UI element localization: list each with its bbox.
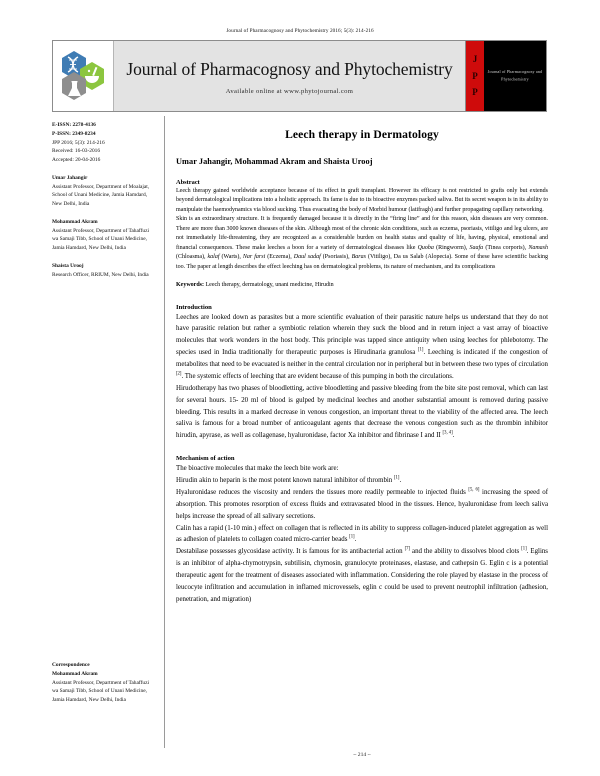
logo-hexagons <box>60 50 106 102</box>
mechanism-paragraph-2 <box>176 475 548 487</box>
abstract-term-gloss-6: (Vitiligo), Da us Salab (Alopecia). <box>365 254 455 261</box>
abstract-term-italic-5: Daul sadaf <box>293 254 321 261</box>
abstract-term-gloss-0: (Ringworm), <box>433 244 470 251</box>
page-title: Leech therapy in Dermatology <box>285 128 439 141</box>
abstract-term-gloss-2: (Chloasma), <box>176 254 208 261</box>
keywords-line <box>176 281 548 290</box>
running-head: Journal of Pharmacognosy and Phytochemistry 2016; 5(3): 214-216 <box>226 28 374 34</box>
intro-p1-b: . Leeching is indicated if the congestion of metabolites that need to be evacuated is neither in the central circulation nor in peripheral but in between these two types of circulation <box>176 349 548 369</box>
abstract-p2-part-b: Some of these have scientific backing too. The paper at length describes the effect leeching has on dermatological problems, its nature of mechanism, and its complications <box>176 254 549 270</box>
mech-p5-b: and the ability to dissolves blood clots <box>410 548 522 556</box>
mechanism-paragraph-3 <box>176 487 548 523</box>
keywords-value: Leech therapy, dermatology, unani medicine, Hirudin <box>204 282 334 289</box>
article-body <box>176 128 548 606</box>
author-1-name: Umar Jahangir <box>52 174 88 181</box>
correspondence-affiliation: Assistant Professor, Department of Tahaffuzi wa Samaji Tibb, School of Unani Medicine, Jamia Hamdard, New Delhi, India <box>52 679 149 703</box>
jpp-citation: JPP 2016; 5(3): 214-216 <box>52 139 105 146</box>
journal-masthead <box>52 40 547 112</box>
sidebar <box>52 121 156 288</box>
sidebar-author-1 <box>52 174 156 209</box>
author-3-affiliation: Research Officer, RRIUM, New Delhi, India <box>52 271 149 278</box>
abstract-paragraph-1: Leech therapy gained worldwide acceptance because of its effect in graft transplant. However its efficacy is not restricted to grafts only but extends beyond dermatological implications into a holistic approach. Its fame is due to its bioactive enzymes packed saliva. But its secret weapon is in its ability to manipulate the haemodynamics via blood sucking. Thus evacuating the body of Morbid humour (latifragh) and further propagating capillary networking. <box>176 188 548 213</box>
abstract-term-italic-1: Saafa <box>469 244 484 251</box>
abstract-term-gloss-1: (Tinea corporis), <box>483 244 529 251</box>
abstract-term-italic-4: Nar farsi <box>242 254 266 261</box>
introduction-section <box>176 304 548 443</box>
sidebar-author-3 <box>52 262 156 280</box>
intro-p2-a: Hirudotherapy has two phases of bloodletting, active bloodletting and passive bleeding from the bite site post removal, which can last for several hours. 15- 20 ml of blood is gulped by medicinal leeches and another substantial amount is removed during passive bleeding. This results in a marked decrease in venous congestion, an important threat to the viability of the affected area. The leech saliva is famous for a broad number of anticoagulant agents that decrease the venous congestion such as the thrombin inhibitor hirudin, apyrase, as well as collagenase, hyaluronidase, factor Xa inhibitor and fibrinase I and II <box>176 384 548 440</box>
mechanism-paragraph-4 <box>176 523 548 547</box>
mechanism-section <box>176 455 548 606</box>
mech-ref-5: [1] <box>521 546 527 552</box>
mech-p3-a: Hyaluronidase reduces the viscosity and renders the tissues more readily permeable to injected fluids <box>176 488 469 496</box>
initial-j: J <box>472 53 478 64</box>
mech-p2-a: Hirudin akin to heparin is the most potent known natural inhibitor of thrombin <box>176 477 394 485</box>
page-number: ~ 214 ~ <box>353 752 371 758</box>
abstract-term-gloss-3: (Warts), <box>219 254 243 261</box>
correspondence-label: Correspondence <box>52 662 90 668</box>
sidebar-identifiers <box>52 121 156 165</box>
intro-ref-3: [3, 4] <box>442 430 453 436</box>
correspondence-name: Mohammad Akram <box>52 670 98 677</box>
intro-p2-b: . <box>452 432 455 440</box>
introduction-paragraph-1 <box>176 312 548 383</box>
column-divider <box>164 116 165 748</box>
journal-url: Available online at www.phytojournal.com <box>225 88 354 95</box>
abstract-term-gloss-4: (Eczema), <box>265 254 294 261</box>
mech-ref-2: [5, 6] <box>468 487 480 493</box>
abstract-term-italic-2: Namash <box>528 244 548 251</box>
abstract-p2-part-a: Skin is an extraordinary structure. It is frequently damaged because it is directly in the “firing line” and for this reason, skin diseases are very common. There are more than 3000 known diseases of the skin. Although most of the chronic skin conditions, such as eczema, psoriasis, vitiligo and leg ulcers, are not immediately life-threatening, they are recognized as a considerable burden on health status and quality of life, having, physical, emotional and financial consequences. These make leeches a boon for a variety of dermatological diseases like <box>176 216 548 251</box>
mech-p5-a: Destabilase possesses glycosidase activity. It is famous for its antibacterial action <box>176 548 405 556</box>
journal-logo <box>53 41 114 111</box>
accepted-date: Accepted: 20-04-2016 <box>52 157 101 163</box>
author-2-affiliation: Assistant Professor, Department of Tahaffuzi wa Samaji Tibb, School of Unani Medicine, Jamia Hamdard, New Delhi, India <box>52 227 149 251</box>
intro-ref-2: [2] <box>176 371 182 377</box>
initial-p1: P <box>472 70 478 81</box>
author-2-name: Mohammad Akram <box>52 218 98 225</box>
article-authors: Umar Jahangir, Mohammad Akram and Shaista Urooj <box>176 157 373 166</box>
e-issn: E-ISSN: 2278-4136 <box>52 122 96 128</box>
introduction-heading: Introduction <box>176 303 212 311</box>
abstract-term-italic-3: kalaf <box>207 254 220 261</box>
mech-p3-b: increasing the speed of absorption. This promotes resorption of excess fluids and extravasated blood in the tissues. Hence, hyaluronidase from leech saliva helps increase the spread of all salivary secretions. <box>176 488 548 520</box>
intro-ref-1: [1] <box>418 347 424 353</box>
mech-ref-1: [1] <box>393 475 400 481</box>
mech-p4-b: . <box>354 536 357 544</box>
journal-initials-strip <box>465 41 484 111</box>
sidebar-author-2 <box>52 218 156 253</box>
author-1-affiliation: Assistant Professor, Department of Moalajat, School of Unani Medicine, Jamia Hamdard, New Delhi, India <box>52 183 150 207</box>
abstract-paragraph-2 <box>176 215 548 272</box>
abstract-term-italic-6: Baras <box>351 254 366 261</box>
mechanism-paragraph-1: The bioactive molecules that make the leech bite work are: <box>176 465 339 473</box>
mech-ref-3: [1] <box>349 535 355 541</box>
keywords-label: Keywords: <box>176 282 204 289</box>
abstract-heading: Abstract <box>176 179 200 186</box>
journal-title: Journal of Pharmacognosy and Phytochemistry <box>126 59 453 79</box>
received-date: Received: 16-03-2016 <box>52 148 101 155</box>
mech-p2-b: . <box>399 477 402 485</box>
correspondence-block <box>52 661 156 705</box>
mech-ref-4: [7] <box>404 546 411 552</box>
mechanism-heading: Mechanism of action <box>176 455 235 463</box>
p-issn: P-ISSN: 2349-8234 <box>52 130 96 137</box>
mechanism-paragraph-5 <box>176 546 548 605</box>
mech-p5-c: . Eglins is an inhibitor of alpha-chymotrypsin, subtilisin, chymosin, granulocyte proteinases, elastase, and cathepsin G. Eglin c is a potential therapeutic agent for the treatment of diseases associated with inflammation. Considering the role played by elastase in the process of leucocyte infiltration and accumulation in inflamed microvessels, eglin c could be used to prevent neutrophil infiltration (adhesion, penetration, and migration) <box>176 548 548 603</box>
intro-p1-a: Leeches are looked down as parasites but a more scientific evaluation of their parasitic nature helps us understand that they do not have parasitic relation but rather a symbiotic relation wherein they suck the blood and in return inject a vast array of bioactive molecules that work wonders in the host body. This principle was tapped since antiquity when using leeches for phlebotomy. The species used in India traditionally for therapeutic purposes is Hirudinaria granulosa <box>176 313 548 357</box>
abstract-term-gloss-5: (Psoriasis), <box>320 254 352 261</box>
masthead-black-panel <box>484 41 546 111</box>
initial-p2: P <box>472 87 478 98</box>
masthead-titles <box>114 41 465 111</box>
intro-p1-c: . The systemic effects of leeching that are evident because of this pumping in both the circulations. <box>181 372 454 380</box>
abstract-term-italic-0: Quoba <box>417 244 434 251</box>
mech-p4-a: Calin has a rapid (1-10 min.) effect on collagen that is reflected in its ability to suppress collagen-induced platelet aggregation as well as adhesion of platelets to collagen coated micro-carrier beads <box>176 524 548 544</box>
author-3-name: Shaista Urooj <box>52 262 84 269</box>
masthead-black-panel-text: Journal of Pharmacognosy and Phytochemistry <box>487 69 543 82</box>
introduction-paragraph-2 <box>176 383 548 442</box>
